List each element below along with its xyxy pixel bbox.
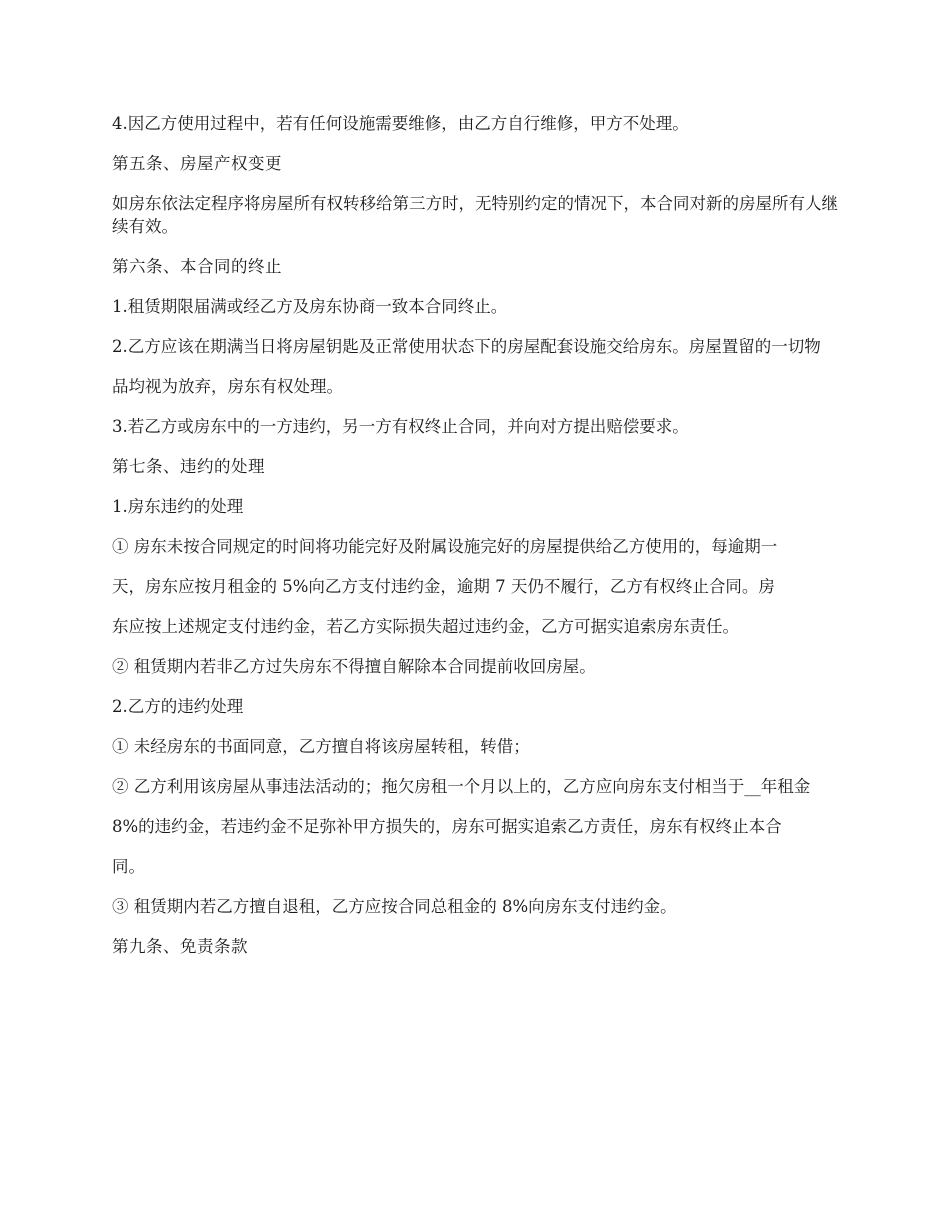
article-5-heading: 第五条、房屋产权变更 [112,154,282,173]
article-7-section-2-item-2-cont-b: 同。 [112,857,145,876]
article-9-heading: 第九条、免责条款 [112,937,248,956]
article-6-heading: 第六条、本合同的终止 [112,257,282,276]
article-6-item-2: 2.乙方应该在期满当日将房屋钥匙及正常使用状态下的房屋配套设施交给房东。房屋置留的一切物 [112,337,821,356]
article-7-section-2-item-2-cont-a: 8%的违约金，若违约金不足弥补甲方损失的，房东可据实追索乙方责任，房东有权终止本合 [112,817,782,836]
article-6-item-2-cont: 品均视为放弃，房东有权处理。 [112,377,343,396]
article-6-item-1: 1.租赁期限届满或经乙方及房东协商一致本合同终止。 [112,297,508,316]
article-7-section-1-item-1: ① 房东未按合同规定的时间将功能完好及附属设施完好的房屋提供给乙方使用的，每逾期一 [112,537,778,556]
article-6-item-3: 3.若乙方或房东中的一方违约，另一方有权终止合同，并向对方提出赔偿要求。 [112,417,689,436]
document-page [112,112,838,975]
article-7-section-1-item-1-cont-b: 东应按上述规定支付违约金，若乙方实际损失超过违约金，乙方可据实追索房东责任。 [112,617,739,636]
article-7-section-2-heading: 2.乙方的违约处理 [112,697,244,716]
article-7-section-2-item-2: ② 乙方利用该房屋从事违法活动的；拖欠房租一个月以上的，乙方应向房东支付相当于__年租金 [112,777,811,796]
article-7-heading: 第七条、违约的处理 [112,457,265,476]
article-7-section-1-item-2: ② 租赁期内若非乙方过失房东不得擅自解除本合同提前收回房屋。 [112,657,596,676]
article-7-section-2-item-1: ① 未经房东的书面同意，乙方擅自将该房屋转租，转借； [112,737,530,756]
clause-4-repair: 4.因乙方使用过程中，若有任何设施需要维修，由乙方自行维修，甲方不处理。 [112,114,689,133]
article-7-section-1-item-1-cont-a: 天，房东应按月租金的 5%向乙方支付违约金，逾期 7 天仍不履行，乙方有权终止合同。房 [112,577,775,596]
article-7-section-2-item-3: ③ 租赁期内若乙方擅自退租，乙方应按合同总租金的 8%向房东支付违约金。 [112,897,677,916]
article-7-section-1-heading: 1.房东违约的处理 [112,497,244,516]
article-5-body: 如房东依法定程序将房屋所有权转移给第三方时，无特别约定的情况下，本合同对新的房屋所有人继续有效。 [112,194,838,236]
